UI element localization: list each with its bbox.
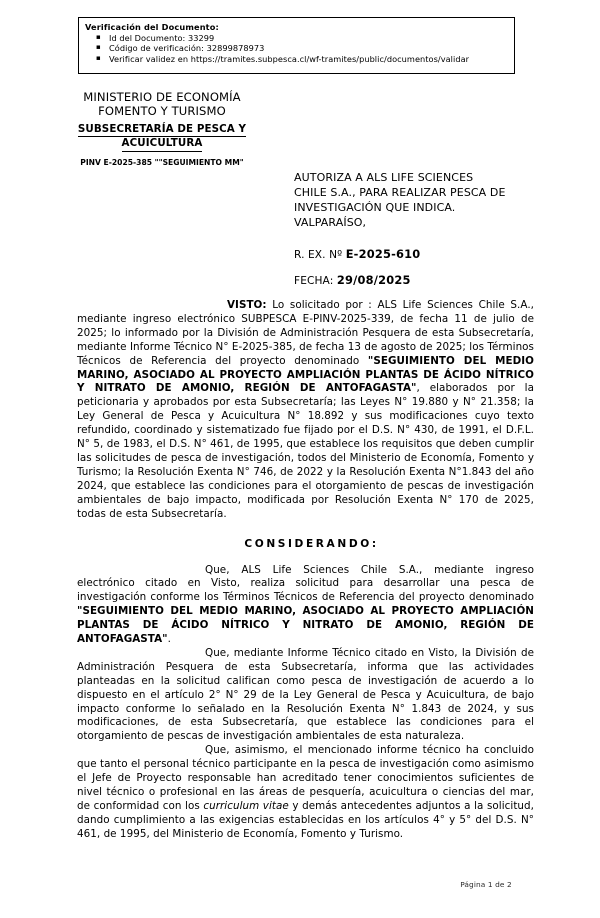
resolution-label: R. EX. Nº — [294, 249, 346, 262]
visto-text-part-2: , elaborados por la peticionaria y aprobados por esta Subsecretaría; las Leyes N° 19.880 y N° 21.358; la Ley General de Pesca y Acuicultura N° 18.892 y sus modificaciones cuyo texto refundido, coordinado y sistematizado fue fijado por el D.S. N° 430, de 1991, el D.F.L. N° 5, de 1983, el D.S. N° 461, de 1995, que establece los requisitos que deben cumplir las solicitudes de pesca de investigación, todos del Ministerio de Economía, Fomento y Turismo; la Resolución Exenta N° 746, de 2022 y la Resolución Exenta N°1.843 del año 2024, que establece las condiciones para el otorgamiento de pescas de investigación ambientales de bajo impacto, modificada por Resolución Exenta N° 170 de 2025, todas de esta Subsecretaría. — [77, 382, 534, 520]
date-value: 29/08/2025 — [336, 273, 411, 288]
subject-line-2: CHILE S.A., PARA REALIZAR PESCA DE — [294, 186, 506, 200]
ministry-line-1: MINISTERIO DE ECONOMÍA — [83, 90, 241, 104]
considerando-1-text-part-1: Que, ALS Life Sciences Chile S.A., mediante ingreso electrónico citado en Visto, realiza solicitud para desarrollar una pesca de investigación conforme los Términos Técnicos de Referencia del proyecto denominado — [77, 563, 534, 604]
verification-item-url: ▪ Verificar validez en https://tramites.subpesca.cl/wf-tramites/public/documentos/validar — [79, 55, 514, 64]
subsecretaria-line-1: SUBSECRETARÍA DE PESCA Y — [46, 123, 278, 137]
verification-title: Verificación del Documento: — [85, 22, 219, 32]
resolution-date-line — [294, 273, 534, 287]
paragraph-considerando-1 — [77, 564, 534, 647]
subsecretaria-line-2: ACUICULTURA — [46, 137, 278, 151]
verification-item-document-id: ▪ Id del Documento: 33299 — [79, 34, 514, 43]
considerando-3-italic-term: curriculum vitae — [203, 799, 289, 812]
visto-label: VISTO: — [227, 299, 267, 311]
resolution-number: E-2025-610 — [345, 247, 421, 262]
subject-line-3: INVESTIGACIÓN QUE INDICA. — [294, 201, 456, 215]
verification-item-code: ▪ Código de verificación: 32899878973 — [79, 44, 514, 53]
resolution-title-block — [294, 170, 534, 287]
letterhead — [46, 90, 278, 167]
subject-line-1: AUTORIZA A ALS LIFE SCIENCES — [294, 171, 474, 184]
subject-line-4: VALPARAÍSO, — [294, 216, 367, 230]
document-body — [77, 299, 534, 842]
paragraph-considerando-2: Que, mediante Informe Técnico citado en Visto, la División de Administración Pesquera de esta Subsecretaría, informa que las actividades planteadas en la solicitud califican como pesca de investigación de acuerdo a lo dispuesto en el artículo 2° N° 29 de la Ley General de Pesca y Acuicultura, de bajo impacto conforme lo señalado en la Resolución Exenta N° 1.843 de 2024, y sus modificaciones, de esta Subsecretaría, que establece las condiciones para el otorgamiento de pescas de investigación ambientales de esta naturaleza. — [77, 646, 534, 743]
visto-text-part-1: Lo solicitado por : ALS Life Sciences Chile S.A., mediante ingreso electrónico SUBPESCA E-PINV-2025-339, de fecha 11 de julio de 2025; lo informado por la División de Administración Pesquera de esta Subsecretaría, mediante Informe Técnico N° E-2025-385, de fecha 13 de agosto de 2025; los Términos Técnicos de Referencia del proyecto denominado — [77, 299, 534, 367]
page-number-label: Página 1 de 2 — [460, 880, 512, 889]
considerando-3-text-part-1: Que, asimismo, el mencionado informe técnico ha concluido que tanto el personal técnico participante en la pesca de investigación como asimismo el Jefe de Proyecto responsable han acreditado tener conocimientos suficientes de nivel técnico o profesional en las áreas de pesquería, acuicultura o ciencias del mar, de conformidad con los — [77, 744, 534, 812]
document-verification-box — [78, 17, 515, 74]
considerando-heading: CONSIDERANDO: — [244, 537, 379, 550]
considerando-1-project-name: "SEGUIMIENTO DEL MEDIO MARINO, ASOCIADO AL PROYECTO AMPLIACIÓN PLANTAS DE ÁCIDO NÍTRICO Y NITRATO DE AMONIO, REGIÓN DE ANTOFAGASTA" — [77, 605, 534, 646]
verification-list — [79, 34, 514, 65]
page-footer — [0, 872, 600, 891]
considerando-1-text-part-2: . — [167, 633, 171, 646]
paragraph-visto — [77, 299, 534, 522]
date-label: FECHA: — [294, 275, 337, 288]
project-code: PINV E-2025-385 ""SEGUIMIENTO MM" — [80, 157, 244, 167]
considerando-3-text-part-2: y demás antecedentes adjuntos a la solicitud, dando cumplimiento a las exigencias establecidas en los artículos 4° y 5° del D.S. N° 461, de 1995, del Ministerio de Economía, Fomento y Turismo. — [77, 799, 534, 840]
paragraph-considerando-3 — [77, 744, 534, 841]
visto-project-name: "SEGUIMIENTO DEL MEDIO MARINO, ASOCIADO AL PROYECTO AMPLIACIÓN PLANTAS DE ÁCIDO NÍTRICO Y NITRATO DE AMONIO, REGIÓN DE ANTOFAGASTA" — [77, 354, 534, 395]
resolution-number-line — [294, 247, 534, 261]
ministry-line-2: FOMENTO Y TURISMO — [98, 104, 226, 119]
subject-paragraph — [294, 170, 534, 230]
